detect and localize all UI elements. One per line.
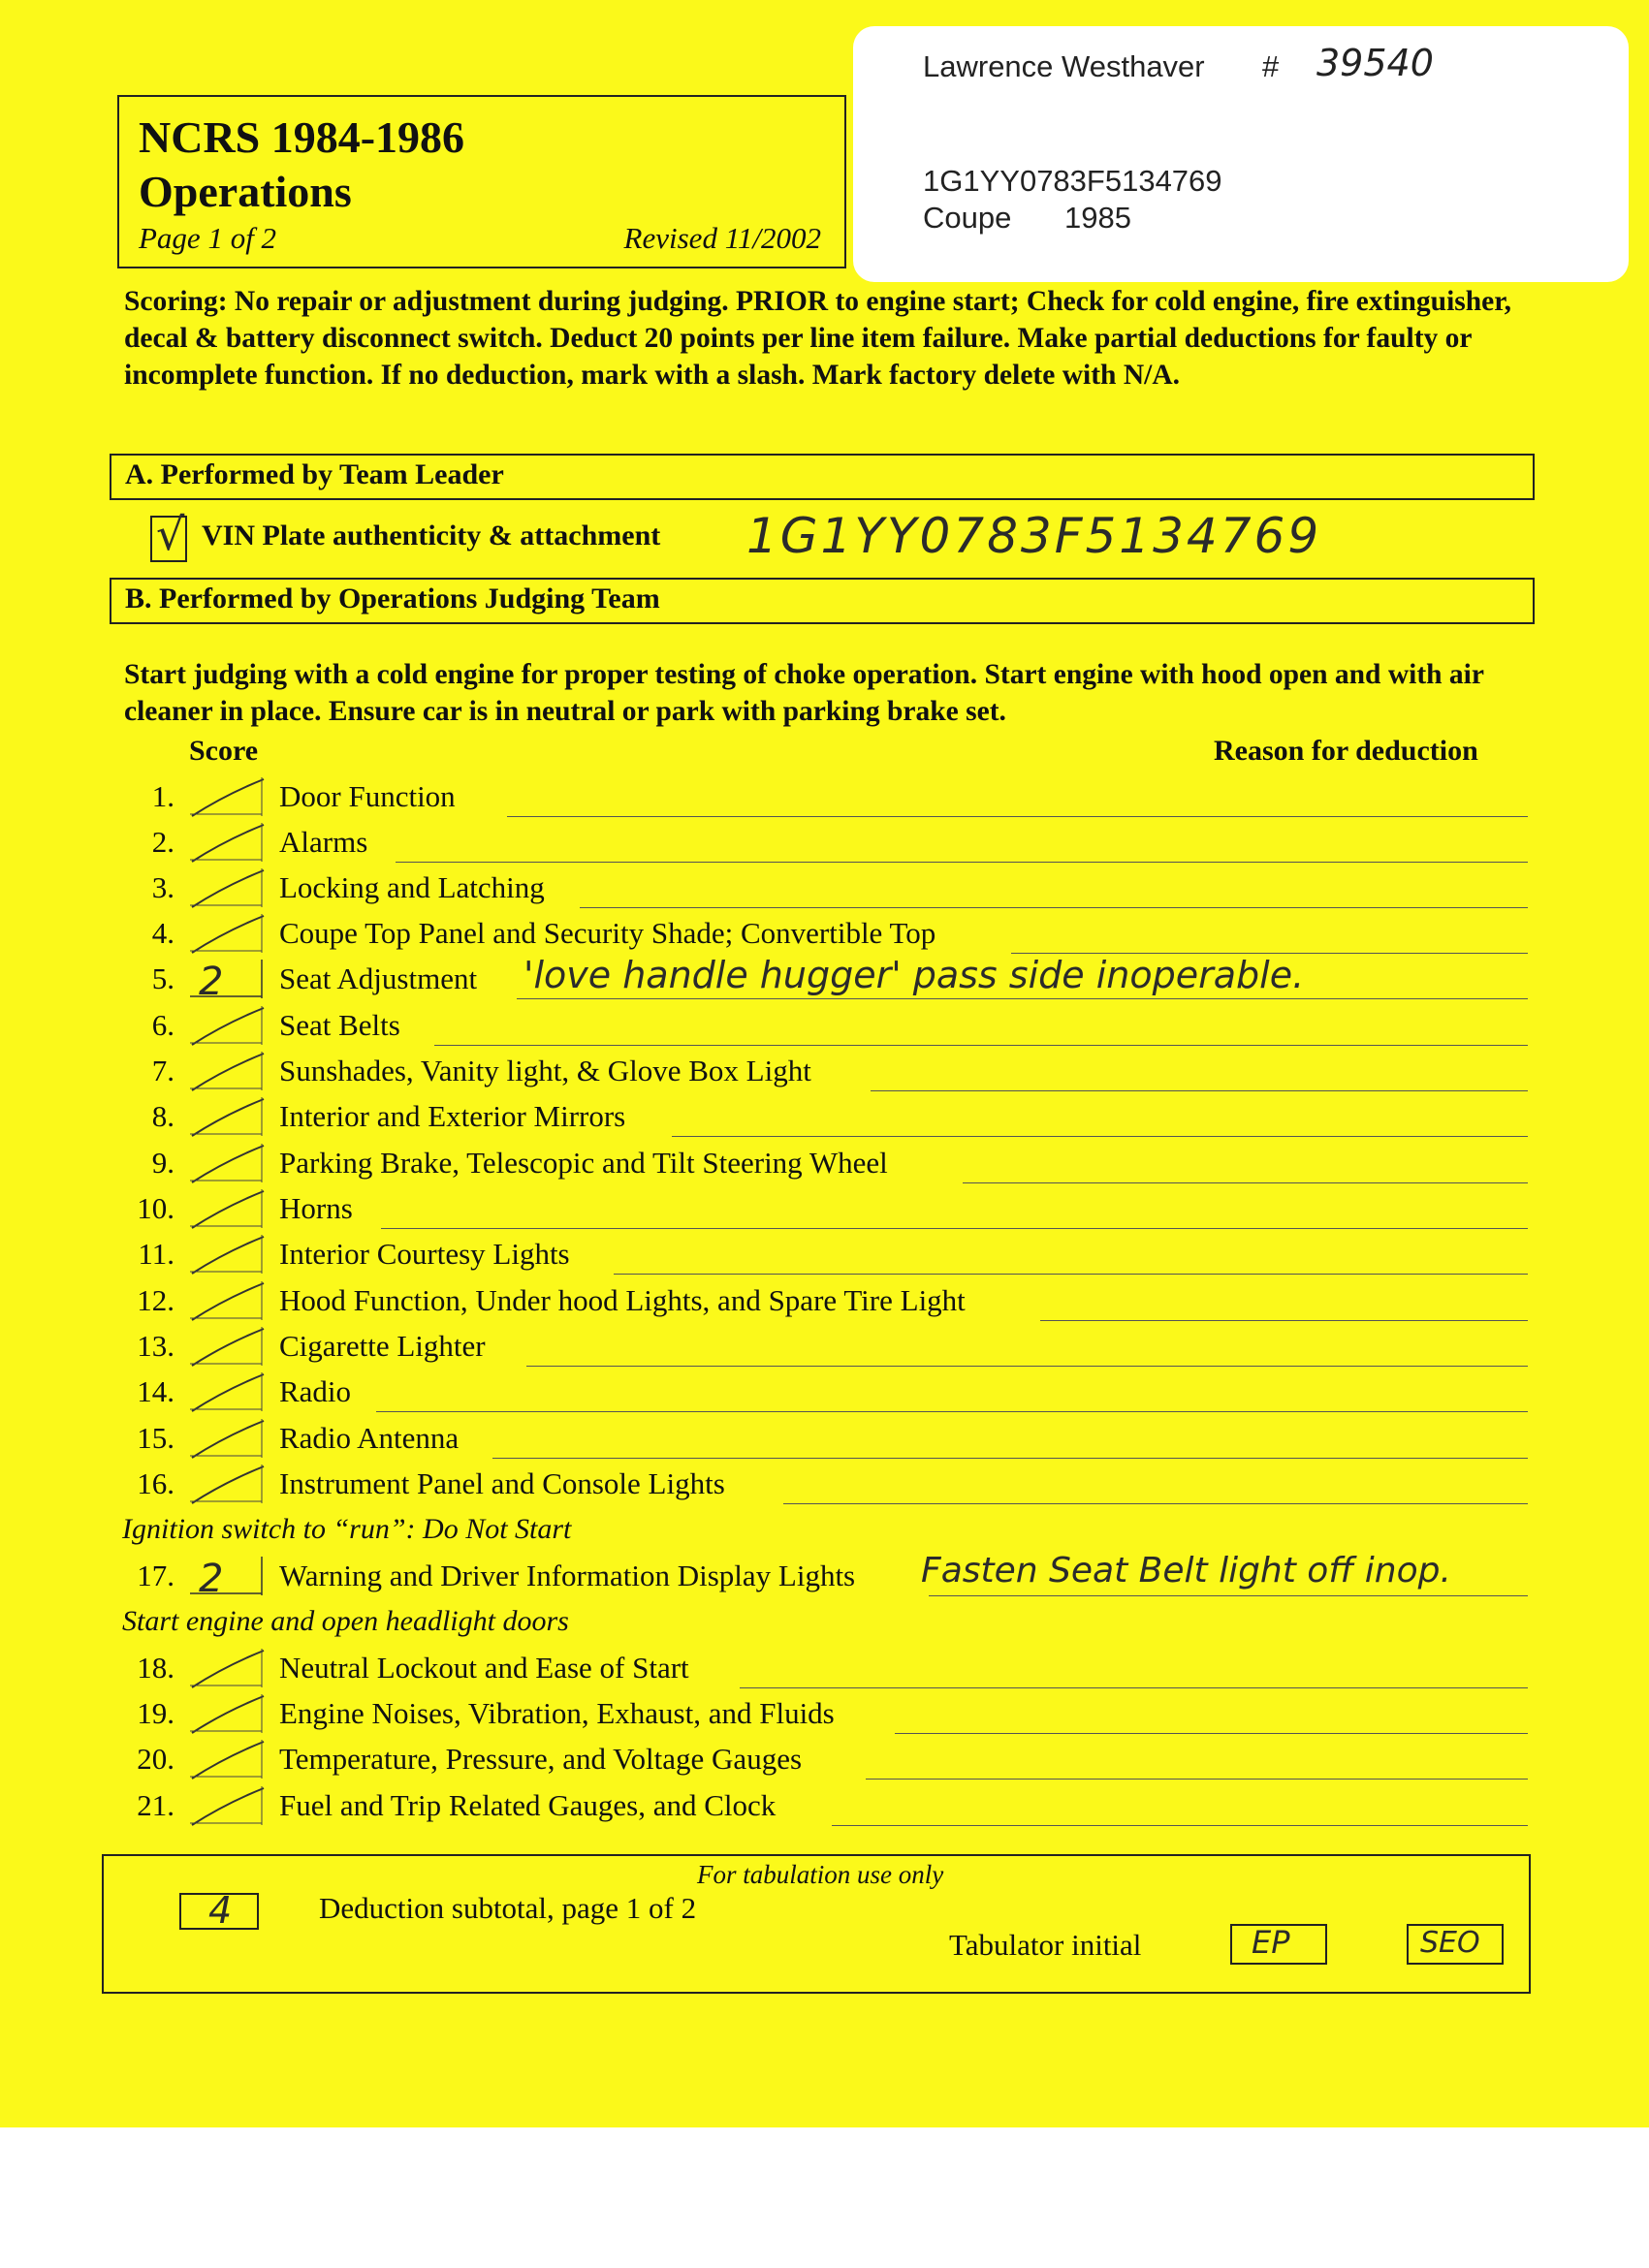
- slash-mark: [186, 821, 268, 864]
- slash-mark: [186, 1142, 268, 1184]
- item-label: Temperature, Pressure, and Voltage Gauges: [279, 1742, 803, 1776]
- hash-sign: #: [1262, 49, 1280, 83]
- item-number: 12.: [137, 1283, 174, 1317]
- item-score: 2: [199, 960, 224, 1004]
- model-year: 1985: [1064, 201, 1131, 235]
- item-number: 5.: [151, 961, 174, 995]
- item-number: 18.: [137, 1651, 174, 1685]
- ignition-subhead: Ignition switch to “run”: Do Not Start: [122, 1513, 572, 1545]
- slash-mark: [186, 1370, 268, 1413]
- body-style: Coupe: [923, 201, 1012, 235]
- item-number: 14.: [137, 1374, 174, 1408]
- reason-line[interactable]: [929, 1595, 1528, 1596]
- vin-plate-label: VIN Plate authenticity & attachment: [202, 520, 661, 551]
- score-bracket: [186, 1555, 268, 1597]
- item-label: Radio: [279, 1374, 352, 1408]
- slash-mark: [186, 1004, 268, 1047]
- vin-handwritten: 1G1YY0783F5134769: [746, 508, 1322, 564]
- tabulator-initial-1: EP: [1252, 1924, 1290, 1961]
- reason-line[interactable]: [381, 1228, 1528, 1229]
- reason-line[interactable]: [376, 1411, 1528, 1412]
- item-number: 11.: [138, 1237, 174, 1271]
- revised-date: Revised 11/2002: [623, 221, 821, 255]
- slash-mark: [186, 1050, 268, 1092]
- reason-line[interactable]: [614, 1274, 1528, 1275]
- item-row: [0, 1325, 1649, 1370]
- item-row: [0, 1738, 1649, 1783]
- tabulator-label: Tabulator initial: [949, 1928, 1142, 1962]
- item-label: Interior and Exterior Mirrors: [279, 1099, 626, 1133]
- subtotal-label: Deduction subtotal, page 1 of 2: [319, 1891, 697, 1925]
- item-label: Fuel and Trip Related Gauges, and Clock: [279, 1788, 777, 1822]
- item-row: [0, 1095, 1649, 1141]
- member-number: 39540: [1316, 42, 1434, 84]
- item-row: [0, 1647, 1649, 1692]
- item-score: 2: [199, 1557, 224, 1601]
- vin-checkbox[interactable]: [150, 508, 187, 562]
- item-number: 15.: [137, 1421, 174, 1455]
- item-label: Warning and Driver Information Display Lights: [279, 1559, 856, 1592]
- item-label: Parking Brake, Telescopic and Tilt Steering Wheel: [279, 1146, 888, 1180]
- slash-mark: [186, 1095, 268, 1138]
- item-number: 16.: [137, 1466, 174, 1500]
- item-row: [0, 821, 1649, 866]
- item-number: 20.: [137, 1742, 174, 1776]
- item-label: Interior Courtesy Lights: [279, 1237, 570, 1271]
- section-b-header: [110, 578, 1535, 624]
- item-row: [0, 1784, 1649, 1830]
- reason-line[interactable]: [895, 1733, 1528, 1734]
- item-reason: 'love handle hugger' pass side inoperable.: [523, 954, 1305, 996]
- start-engine-subhead: Start engine and open headlight doors: [122, 1605, 569, 1637]
- slash-mark: [186, 1279, 268, 1322]
- reason-line[interactable]: [783, 1503, 1528, 1504]
- item-row: [0, 912, 1649, 958]
- item-label: Locking and Latching: [279, 870, 545, 904]
- reason-line[interactable]: [1040, 1320, 1528, 1321]
- item-number: 13.: [137, 1329, 174, 1363]
- item-row: [0, 1417, 1649, 1463]
- slash-mark: [186, 866, 268, 909]
- item-label: Instrument Panel and Console Lights: [279, 1466, 725, 1500]
- vin-number: 1G1YY0783F5134769: [923, 164, 1222, 198]
- reason-line[interactable]: [740, 1687, 1528, 1688]
- reason-line[interactable]: [492, 1458, 1528, 1459]
- item-number: 19.: [137, 1696, 174, 1730]
- reason-line[interactable]: [434, 1045, 1528, 1046]
- item-row: [0, 866, 1649, 912]
- slash-mark: [186, 1463, 268, 1505]
- item-label: Radio Antenna: [279, 1421, 460, 1455]
- subtotal-value: 4: [208, 1889, 233, 1932]
- item-label: Door Function: [279, 779, 456, 813]
- reason-line[interactable]: [507, 816, 1528, 817]
- item-row: [0, 1370, 1649, 1416]
- reason-line[interactable]: [963, 1182, 1528, 1183]
- item-number: 8.: [151, 1099, 174, 1133]
- form-title: [139, 110, 464, 219]
- slash-mark: [186, 1187, 268, 1230]
- item-number: 21.: [137, 1788, 174, 1822]
- page-number: Page 1 of 2: [139, 221, 277, 255]
- slash-mark: [186, 1784, 268, 1827]
- owner-name: Lawrence Westhaver: [923, 49, 1205, 83]
- form-title-line2: Operations: [139, 167, 352, 216]
- reason-header: Reason for deduction: [1214, 735, 1478, 767]
- item-row: [0, 1142, 1649, 1187]
- slash-mark: [186, 775, 268, 818]
- item-number: 7.: [151, 1054, 174, 1087]
- item-label: Alarms: [279, 825, 368, 859]
- item-number: 1.: [151, 779, 174, 813]
- reason-line[interactable]: [866, 1779, 1528, 1780]
- slash-mark: [186, 1417, 268, 1460]
- item-label: Hood Function, Under hood Lights, and Spare Tire Light: [279, 1283, 966, 1317]
- reason-line[interactable]: [526, 1366, 1528, 1367]
- tabulator-initial-box-2[interactable]: [1407, 1924, 1504, 1965]
- form-title-line1: NCRS 1984-1986: [139, 112, 465, 162]
- reason-line[interactable]: [396, 862, 1528, 863]
- reason-line[interactable]: [832, 1825, 1528, 1826]
- slash-mark: [186, 1325, 268, 1368]
- item-number: 3.: [151, 870, 174, 904]
- item-row: [0, 1692, 1649, 1738]
- item-row: [0, 1233, 1649, 1278]
- slash-mark: [186, 1647, 268, 1689]
- tabulator-initial-2: SEO: [1420, 1926, 1480, 1960]
- section-b-intro: Start judging with a cold engine for proper testing of choke operation. Start engine with hood open and with air cleaner in place. Ensure car is in neutral or park with parking brake set.: [124, 659, 1484, 727]
- tabulation-note: For tabulation use only: [697, 1860, 944, 1889]
- section-b-title: B. Performed by Operations Judging Team: [125, 583, 660, 614]
- item-number: 10.: [137, 1191, 174, 1225]
- slash-mark: [186, 1692, 268, 1735]
- item-label: Seat Adjustment: [279, 961, 478, 995]
- tabulation-box: [102, 1854, 1531, 1994]
- reason-line[interactable]: [672, 1136, 1528, 1137]
- score-header: Score: [189, 735, 259, 767]
- item-label: Horns: [279, 1191, 353, 1225]
- item-row: [0, 1551, 1649, 1601]
- item-label: Seat Belts: [279, 1008, 400, 1042]
- item-number: 2.: [151, 825, 174, 859]
- item-row: [0, 954, 1649, 1004]
- slash-mark: [186, 1233, 268, 1276]
- item-number: 4.: [151, 916, 174, 950]
- reason-line[interactable]: [580, 907, 1528, 908]
- item-label: Engine Noises, Vibration, Exhaust, and Fluids: [279, 1696, 835, 1730]
- item-row: [0, 1050, 1649, 1095]
- item-row: [0, 1004, 1649, 1050]
- reason-line[interactable]: [871, 1090, 1528, 1091]
- item-row: [0, 1279, 1649, 1325]
- scoring-instructions: Scoring: No repair or adjustment during judging. PRIOR to engine start; Check for cold engine, fire extinguisher, decal & battery disconnect switch. Deduct 20 points per line item failure. Make partial deductions for faulty or incomplete function. If no deduction, mark with a slash. Mark factory delete with N/A.: [124, 286, 1512, 391]
- tabulator-initial-box-1[interactable]: [1230, 1924, 1327, 1965]
- subtotal-box[interactable]: [179, 1889, 259, 1932]
- item-label: Cigarette Lighter: [279, 1329, 486, 1363]
- car-label-card: [853, 26, 1629, 282]
- item-number: 6.: [151, 1008, 174, 1042]
- score-bracket: [186, 958, 268, 1000]
- item-row: [0, 775, 1649, 821]
- item-label: Coupe Top Panel and Security Shade; Convertible Top: [279, 916, 936, 950]
- slash-mark: [186, 912, 268, 955]
- section-a-header: [110, 454, 1535, 500]
- item-row: [0, 1463, 1649, 1508]
- item-number: 9.: [151, 1146, 174, 1180]
- reason-line[interactable]: [517, 998, 1528, 999]
- item-row: [0, 1187, 1649, 1233]
- item-number: 17.: [137, 1559, 174, 1592]
- item-reason: Fasten Seat Belt light off inop.: [921, 1551, 1451, 1591]
- slash-mark: [186, 1738, 268, 1780]
- item-label: Sunshades, Vanity light, & Glove Box Light: [279, 1054, 811, 1087]
- section-a-title: A. Performed by Team Leader: [125, 458, 504, 490]
- item-label: Neutral Lockout and Ease of Start: [279, 1651, 689, 1685]
- form-title-box: [117, 95, 846, 268]
- vin-checkmark: √: [156, 508, 185, 560]
